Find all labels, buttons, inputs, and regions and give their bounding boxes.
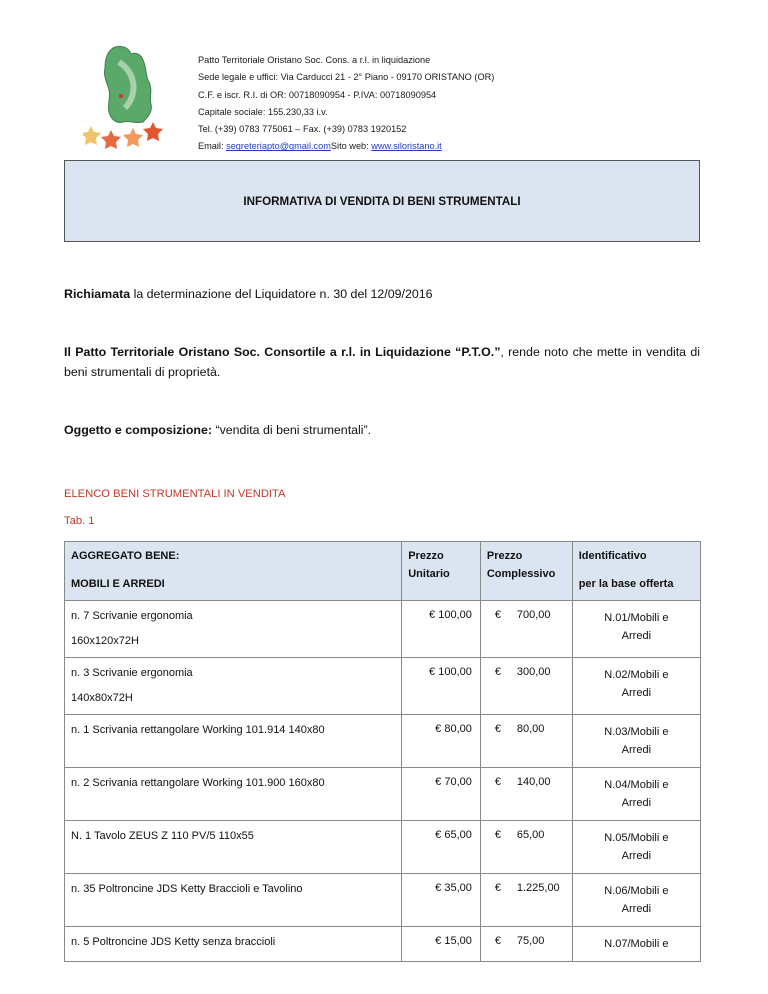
company-capital: Capitale sociale: 155.230,33 i.v.: [198, 106, 328, 117]
item-identifier-line2: Arredi: [621, 903, 652, 915]
item-description-line1: n. 7 Scrivanie ergonomia: [71, 610, 193, 622]
currency-symbol: €: [494, 723, 501, 735]
header-unit-price: [402, 542, 481, 601]
item-total-value: 75,00: [516, 935, 545, 947]
item-total-value: 140,00: [516, 776, 551, 788]
item-description: [65, 927, 402, 962]
list-heading: ELENCO BENI STRUMENTALI IN VENDITA: [64, 488, 286, 500]
email-label: Email:: [198, 141, 227, 152]
item-description-line1: n. 35 Poltroncine JDS Ketty Braccioli e Tavolino: [71, 883, 303, 895]
currency-symbol: €: [494, 935, 501, 947]
paragraph-announcement: [64, 342, 700, 382]
table-row: [65, 927, 701, 962]
website-label: Sito web:: [330, 141, 372, 152]
table-row: [65, 658, 701, 715]
table-label: Tab. 1: [64, 515, 95, 527]
item-identifier-line2: Arredi: [621, 687, 652, 699]
item-identifier-line1: N.02/Mobili e: [604, 669, 669, 681]
goods-table: [64, 541, 701, 962]
header-aggregate-line1: AGGREGATO BENE:: [71, 550, 180, 562]
item-description: [65, 821, 402, 874]
item-identifier: [572, 768, 700, 821]
item-unit-price-value: € 65,00: [435, 829, 472, 841]
item-unit-price: [402, 768, 481, 821]
document-title-box: [64, 160, 700, 242]
item-description: [65, 768, 402, 821]
item-total-price: [480, 715, 572, 768]
item-identifier-line1: N.05/Mobili e: [604, 832, 669, 844]
item-description: [65, 601, 402, 658]
item-identifier-line1: N.01/Mobili e: [604, 612, 669, 624]
header-identifier-line1: Identificativo: [578, 550, 647, 562]
paragraph-announcement-bold: Il Patto Territoriale Oristano Soc. Consortile a r.l. in Liquidazione “P.T.O.”: [64, 345, 501, 359]
item-identifier-line2: Arredi: [621, 797, 652, 809]
item-identifier-line2: Arredi: [621, 850, 652, 862]
company-address: Sede legale e uffici: Via Carducci 21 - 2° Piano - 09170 ORISTANO (OR): [198, 72, 495, 83]
item-description: [65, 658, 402, 715]
paragraph-object-bold: Oggetto e composizione:: [64, 423, 213, 437]
item-total-price: [480, 821, 572, 874]
currency-symbol: €: [494, 829, 501, 841]
item-description-line2: 140x80x72H: [71, 692, 133, 704]
item-identifier: [572, 601, 700, 658]
item-total-value: 80,00: [516, 723, 545, 735]
header-unit-price-line1: Prezzo: [408, 550, 444, 562]
item-unit-price: [402, 927, 481, 962]
currency-symbol: €: [494, 776, 501, 788]
company-name: Patto Territoriale Oristano Soc. Cons. a r.l. in liquidazione: [198, 55, 431, 65]
item-total-value: 65,00: [516, 829, 545, 841]
header-aggregate: [65, 542, 402, 601]
item-total-price: [480, 658, 572, 715]
item-unit-price: [402, 821, 481, 874]
item-description-line1: n. 5 Poltroncine JDS Ketty senza braccioli: [71, 936, 276, 948]
email-link[interactable]: segreteriapto@gmail.com: [226, 141, 331, 152]
sardinia-logo: [83, 42, 171, 154]
header-total-price-line1: Prezzo: [486, 550, 523, 562]
item-unit-price-value: € 15,00: [435, 935, 472, 947]
item-identifier-line2: Arredi: [621, 630, 652, 642]
item-unit-price: [402, 601, 481, 658]
item-description-line1: n. 1 Scrivania rettangolare Working 101.914 140x80: [71, 724, 325, 736]
header-aggregate-line2: MOBILI E ARREDI: [71, 578, 165, 590]
item-total-value: 1.225,00: [516, 882, 560, 894]
item-description-line1: n. 2 Scrivania rettangolare Working 101.900 160x80: [71, 777, 325, 789]
item-description: [65, 715, 402, 768]
table-row: [65, 768, 701, 821]
paragraph-determination: [64, 284, 433, 304]
item-unit-price-value: € 35,00: [435, 882, 472, 894]
item-identifier-line1: N.04/Mobili e: [604, 779, 669, 791]
item-description-line1: n. 3 Scrivanie ergonomia: [71, 667, 193, 679]
item-total-value: 700,00: [516, 609, 551, 621]
item-identifier: [572, 927, 700, 962]
item-description-line2: 160x120x72H: [71, 635, 139, 647]
header-identifier: [572, 542, 700, 601]
item-unit-price: [402, 658, 481, 715]
item-description-line1: N. 1 Tavolo ZEUS Z 110 PV/5 110x55: [71, 830, 254, 842]
item-total-price: [480, 927, 572, 962]
company-info: [198, 52, 494, 173]
item-identifier: [572, 715, 700, 768]
table-row: [65, 601, 701, 658]
table-header-row: [65, 542, 701, 601]
item-unit-price-value: € 70,00: [435, 776, 472, 788]
paragraph-determination-text: la determinazione del Liquidatore n. 30 del 12/09/2016: [130, 287, 433, 301]
website-link[interactable]: www.siloristano.it: [371, 141, 442, 152]
paragraph-object: [64, 420, 371, 440]
item-identifier: [572, 874, 700, 927]
header-unit-price-line2: Unitario: [408, 568, 450, 580]
item-unit-price-value: € 100,00: [429, 609, 472, 621]
item-unit-price: [402, 874, 481, 927]
currency-symbol: €: [494, 666, 501, 678]
item-identifier: [572, 658, 700, 715]
item-total-price: [480, 601, 572, 658]
header-total-price: [480, 542, 572, 601]
table-row: [65, 874, 701, 927]
item-identifier: [572, 821, 700, 874]
document-title: INFORMATIVA DI VENDITA DI BENI STRUMENTALI: [243, 194, 521, 208]
item-unit-price: [402, 715, 481, 768]
header-total-price-line2: Complessivo: [486, 568, 556, 580]
item-identifier-line1: N.06/Mobili e: [604, 885, 669, 897]
table-row: [65, 821, 701, 874]
item-identifier-line1: N.03/Mobili e: [604, 726, 669, 738]
currency-symbol: €: [494, 609, 501, 621]
company-phone: Tel. (+39) 0783 775061 – Fax. (+39) 0783 1920152: [198, 124, 407, 135]
item-identifier-line2: Arredi: [621, 744, 652, 756]
currency-symbol: €: [494, 882, 501, 894]
item-unit-price-value: € 80,00: [435, 723, 472, 735]
item-description: [65, 874, 402, 927]
header-identifier-line2: per la base offerta: [578, 578, 674, 590]
company-email-line: [198, 138, 494, 155]
company-registration: C.F. e iscr. R.I. di OR: 00718090954 - P.IVA: 00718090954: [198, 89, 437, 100]
paragraph-object-text: “vendita di beni strumentali”.: [212, 423, 372, 437]
paragraph-announcement-text: , rende noto che mette in vendita di beni strumentali di proprietà.: [64, 345, 700, 379]
item-identifier-line1: N.07/Mobili e: [604, 938, 669, 950]
item-total-price: [480, 768, 572, 821]
item-unit-price-value: € 100,00: [429, 666, 472, 678]
item-total-price: [480, 874, 572, 927]
table-row: [65, 715, 701, 768]
paragraph-determination-bold: Richiamata: [64, 287, 131, 301]
item-total-value: 300,00: [516, 666, 551, 678]
